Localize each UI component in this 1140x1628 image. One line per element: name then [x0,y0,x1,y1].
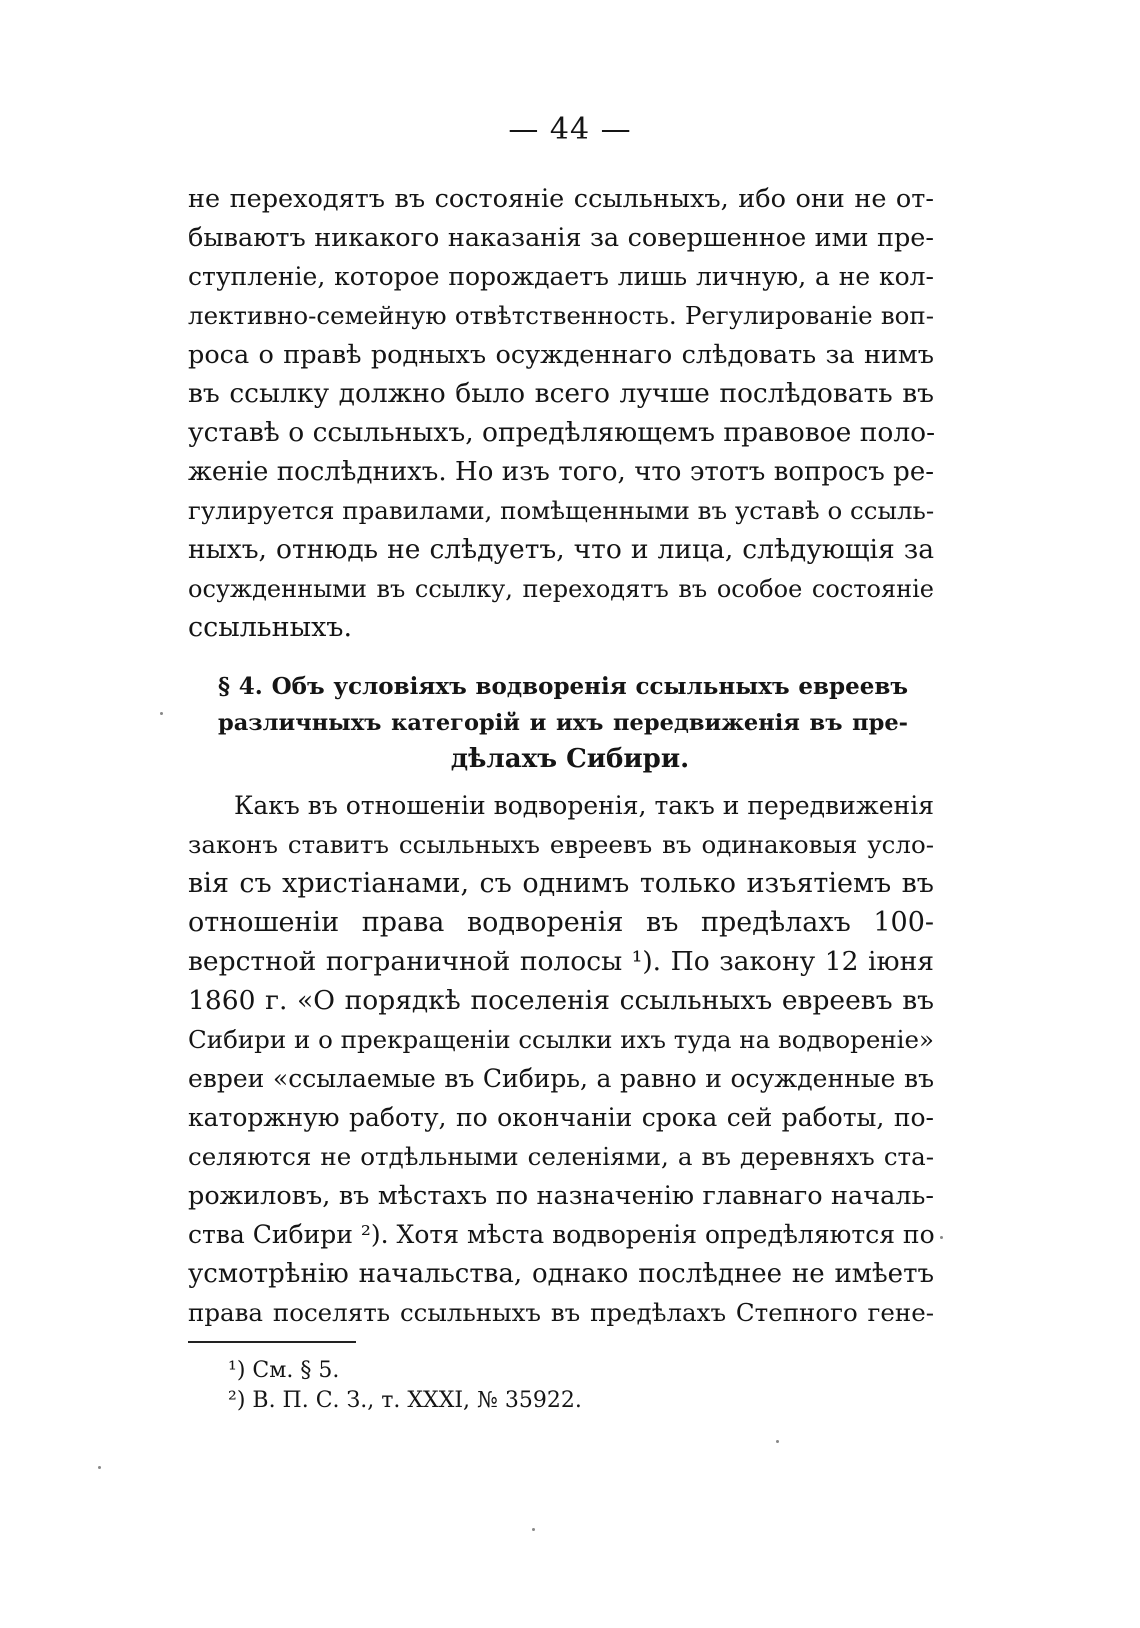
text-line: отношеніи права водворенія въ предѣлахъ 100- [188,907,934,938]
scan-speck [160,712,163,715]
page-number: — 44 — [508,112,632,147]
scan-speck [940,1236,943,1239]
text-line: усмотрѣнію начальства, однако послѣднее не имѣетъ [188,1259,934,1289]
text-line: роса о правѣ родныхъ осужденнаго слѣдовать за нимъ [188,340,934,370]
text-line: Какъ въ отношеніи водворенія, такъ и передвиженія [234,791,934,820]
text-line: осужденными въ ссылку, переходятъ въ особое состояніе [188,575,934,603]
text-line: гулируется правилами, помѣщенными въ уставѣ о ссыль- [188,496,935,525]
text-line: не переходятъ въ состояніе ссыльныхъ, ибо они не от- [188,184,934,214]
text-line: каторжную работу, по окончаніи срока сей работы, по- [188,1103,934,1132]
text-line: вія съ христіанами, съ однимъ только изъятіемъ въ [188,868,934,899]
text-line: селяются не отдѣльными селеніями, а въ деревняхъ ста- [188,1142,934,1171]
text-line: рожиловъ, въ мѣстахъ по назначенію главнаго началь- [188,1181,934,1211]
text-line: права поселять ссыльныхъ въ предѣлахъ Степного гене- [188,1298,934,1327]
text-line: въ ссылку должно было всего лучше послѣдовать въ [188,378,934,409]
scan-speck [98,1466,101,1469]
text-line: женіе послѣднихъ. Но изъ того, что этотъ вопросъ ре- [188,457,934,487]
footnote: ¹) См. § 5. [228,1358,340,1383]
footnote: ²) В. П. С. З., т. XXXI, № 35922. [228,1388,582,1413]
scan-speck [776,1440,779,1443]
text-line: Сибири и о прекращеніи ссылки ихъ туда на водвореніе» [188,1025,934,1054]
footnote-rule [188,1341,356,1343]
heading-line: дѣлахъ Сибири. [450,744,690,774]
text-line: ступленіе, которое порождаетъ лишь личную, а не кол- [188,262,934,291]
text-line: верстной пограничной полосы ¹). По закону 12 іюня [188,946,934,977]
scan-speck [532,1528,535,1531]
text-line: законъ ставитъ ссыльныхъ евреевъ въ одинаковыя усло- [188,830,934,859]
heading-line: § 4. Объ условіяхъ водворенія ссыльныхъ евреевъ [218,673,908,700]
text-line: уставѣ о ссыльныхъ, опредѣляющемъ правовое поло- [188,417,936,448]
text-line: ныхъ, отнюдь не слѣдуетъ, что и лица, слѣдующія за [188,534,934,565]
text-line: евреи «ссылаемые въ Сибирь, а равно и осужденные въ [188,1064,934,1093]
text-line: ссыльныхъ. [188,612,353,643]
text-line: бываютъ никакого наказанія за совершенное ими пре- [188,223,934,253]
text-line: ства Сибири ²). Хотя мѣста водворенія опредѣляются по [188,1220,935,1249]
text-line: 1860 г. «О порядкѣ поселенія ссыльныхъ евреевъ въ [188,985,934,1016]
heading-line: различныхъ категорій и ихъ передвиженія въ пре- [218,710,908,736]
text-line: лективно-семейную отвѣтственность. Регулированіе воп- [188,301,934,330]
